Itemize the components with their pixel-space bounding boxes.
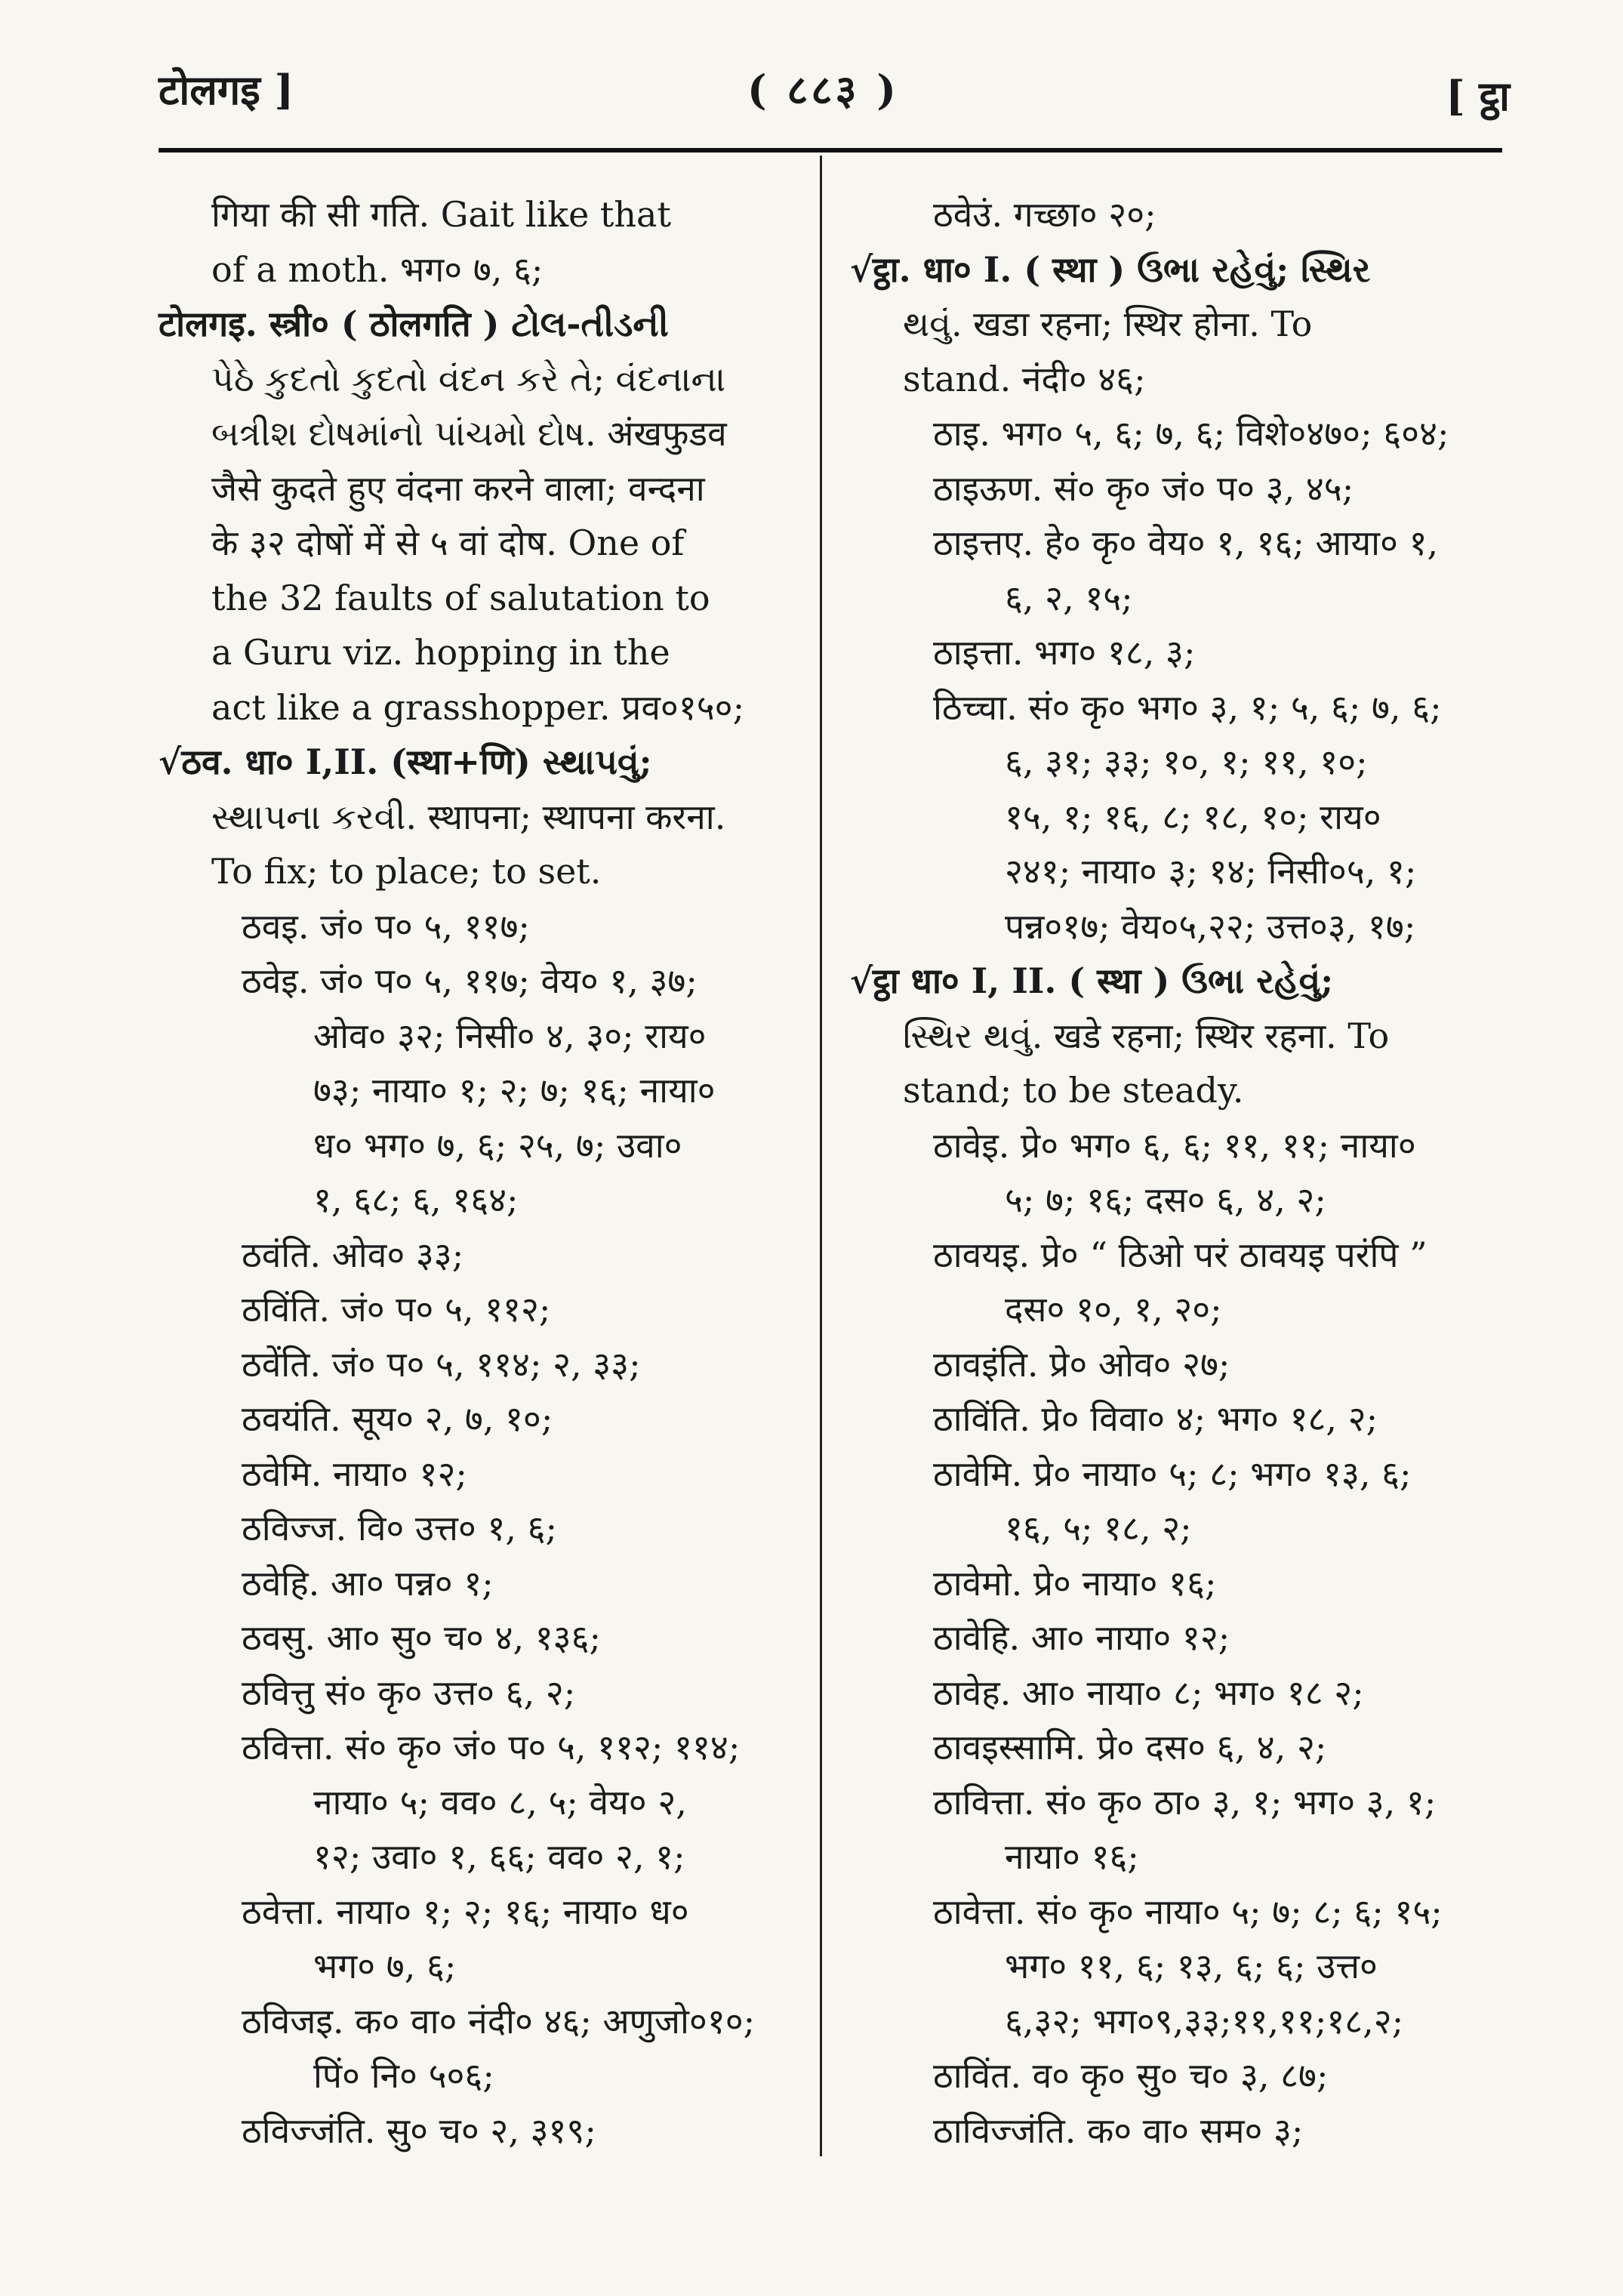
dictionary-text-line: नाया० ५; वव० ८, ५; वेय० २, (313, 1781, 687, 1823)
dictionary-text-line: १, ६८; ६, १६४; (313, 1179, 519, 1220)
dictionary-text-line: સ્થિર થવું. खडे रहना; स्थिर रहना. To (903, 1015, 1390, 1056)
dictionary-text-line: ठविज्ज. वि० उत्त० १, ६; (242, 1508, 558, 1549)
dictionary-text-line: ठवित्ता. सं० कृ० जं० प० ५, ११२; ११४; (242, 1727, 741, 1767)
dictionary-headword-line: √ठव. धा० I,II. (स्था+णि) સ્થાપવું; (159, 741, 652, 782)
dictionary-text-line: गिया की सी गति. Gait like that (211, 194, 671, 235)
dictionary-text-line: ठविजइ. क० वा० नंदी० ४६; अणुजो०१०; (242, 2000, 756, 2042)
dictionary-text-line: the 32 faults of salutation to (211, 577, 710, 618)
dictionary-text-line: ठावेहि. आ० नाया० १२; (933, 1617, 1230, 1658)
dictionary-text-line: ठवेंति. जं० प० ५, ११४; २, ३३; (242, 1343, 641, 1385)
dictionary-text-line: ठाइऊण. सं० कृ० जं० प० ३, ४५; (933, 467, 1354, 509)
dictionary-text-line: भग० ७, ६; (313, 1946, 457, 1986)
dictionary-text-line: act like a grasshopper. प्रव०१५०; (211, 686, 745, 728)
dictionary-text-line: To fix; to place; to set. (211, 851, 602, 892)
dictionary-text-line: ठाविंत. व० कृ० सु० च० ३, ८७; (933, 2055, 1329, 2096)
dictionary-headword-line: टोलगइ. स्त्री० ( ठोलगति ) ટોલ-તીડની (159, 304, 669, 344)
dictionary-text-line: जैसे कुदते हुए वंदना करने वाला; वन्दना (211, 467, 705, 509)
dictionary-text-line: ठवइ. जं० प० ५, ११७; (242, 905, 530, 947)
dictionary-text-line: ठावेत्ता. सं० कृ० नाया० ५; ७; ८; ६; १५; (933, 1891, 1443, 1932)
dictionary-text-line: ठावइंति. प्रे० ओव० २७; (933, 1343, 1230, 1385)
dictionary-text-line: ठवयंति. सूय० २, ७, १०; (242, 1398, 553, 1439)
header-left-headword: टोलगइ ] (159, 66, 294, 114)
dictionary-text-line: १५, १; १६, ८; १८, १०; राय० (1005, 796, 1381, 837)
dictionary-text-line: ५; ७; १६; दस० ६, ४, २; (1005, 1179, 1326, 1220)
dictionary-text-line: ठावित्ता. सं० कृ० ठा० ३, १; भग० ३, १; (933, 1781, 1437, 1823)
dictionary-text-line: १६, ५; १८, २; (1005, 1508, 1192, 1549)
right-column (850, 187, 1499, 2158)
dictionary-text-line: of a moth. भग० ७, ६; (211, 248, 544, 290)
page-header (0, 0, 1623, 159)
dictionary-text-line: ठाइ. भग० ५, ६; ७, ६; विशे०४७०; ६०४; (933, 413, 1449, 454)
dictionary-text-line: ठावेह. आ० नाया० ८; भग० १८ २; (933, 1672, 1364, 1713)
dictionary-text-line: ठावेइ. प्रे० भग० ६, ६; ११, ११; नाया० (933, 1124, 1416, 1166)
dictionary-text-line: ठवेउं. गच्छा० २०; (933, 194, 1156, 235)
dictionary-text-line: पिं० नि० ५०६; (313, 2055, 494, 2096)
dictionary-text-line: ओव० ३२; निसी० ४, ३०; राय० (313, 1015, 707, 1056)
dictionary-text-line: ठवेत्ता. नाया० १; २; १६; नाया० ध० (242, 1891, 689, 1932)
dictionary-text-line: stand; to be steady. (903, 1070, 1244, 1111)
dictionary-text-line: પેઠે કુદતો કુદતો વંદન કરે તે; વંદનાના (211, 358, 726, 399)
dictionary-text-line: ठिच्चा. सं० कृ० भग० ३, १; ५, ६; ७, ६; (933, 686, 1442, 728)
dictionary-text-line: ठवेइ. जं० प० ५, ११७; वेय० १, ३७; (242, 960, 698, 1001)
dictionary-text-line: સ્થાપના કરવી. स्थापना; स्थापना करना. (211, 796, 726, 837)
dictionary-text-line: के ३२ दोषों में से ५ वां दोष. One of (211, 522, 685, 563)
dictionary-text-line: दस० १०, १, २०; (1005, 1289, 1222, 1330)
dictionary-text-line: ठाविंति. प्रे० विवा० ४; भग० १८, २; (933, 1398, 1378, 1439)
dictionary-text-line: ठवंति. ओव० ३३; (242, 1234, 464, 1275)
dictionary-text-line: ठविंति. जं० प० ५, ११२; (242, 1289, 551, 1330)
dictionary-text-line: ७३; नाया० १; २; ७; १६; नाया० (313, 1070, 716, 1111)
dictionary-text-line: ध० भग० ७, ६; २५, ७; उवा० (313, 1124, 682, 1166)
dictionary-text-line: બત્રીશ દોષમાંનો પાંચમો દોષ. अंखफुडव (211, 413, 727, 454)
dictionary-text-line: ठवसु. आ० सु० च० ४, १३६; (242, 1617, 602, 1658)
dictionary-text-line: ठवेमि. नाया० १२; (242, 1453, 467, 1494)
dictionary-text-line: २४१; नाया० ३; १४; निसी०५, १; (1005, 851, 1417, 892)
dictionary-text-line: ६, २, १५; (1005, 577, 1133, 618)
dictionary-text-line: ठावइस्सामि. प्रे० दस० ६, ४, २; (933, 1727, 1327, 1767)
header-rule (159, 148, 1502, 153)
dictionary-text-line: થવું. खडा रहना; स्थिर होना. To (903, 304, 1313, 344)
dictionary-text-line: ठावेमो. प्रे० नाया० १६; (933, 1562, 1217, 1604)
dictionary-text-line: पन्न०१७; वेय०५,२२; उत्त०३, १७; (1005, 905, 1416, 947)
dictionary-text-line: ठवित्तु सं० कृ० उत्त० ६, २; (242, 1672, 576, 1713)
dictionary-text-line: ठाइत्तए. हे० कृ० वेय० १, १६; आया० १, (933, 522, 1439, 563)
dictionary-text-line: ठाइत्ता. भग० १८, ३; (933, 632, 1196, 673)
dictionary-text-line: ठावयइ. प्रे० “ ठिओ परं ठावयइ परंपि ” (933, 1234, 1427, 1275)
dictionary-headword-line: √ट्ठा. धा० I. ( स्था ) ઉભા રહેવું; સ્થિર (850, 248, 1371, 290)
dictionary-text-line: ठविज्जंति. सु० च० २, ३१९; (242, 2110, 596, 2151)
dictionary-text-line: ठवेहि. आ० पन्न० १; (242, 1562, 494, 1604)
left-column (159, 187, 808, 2158)
dictionary-text-line: ६, ३१; ३३; १०, १; ११, १०; (1005, 741, 1368, 782)
dictionary-text-line: stand. नंदी० ४६; (903, 358, 1146, 399)
dictionary-text-line: ठावेमि. प्रे० नाया० ५; ८; भग० १३, ६; (933, 1453, 1412, 1494)
header-right-headword: [ ट्ठा (1446, 72, 1510, 120)
dictionary-text-line: ६,३२; भग०९,३३;११,११;१८,२; (1005, 2000, 1404, 2042)
dictionary-headword-line: √ट्ठा धा० I, II. ( स्था ) ઉભા રહેવું; (850, 960, 1334, 1001)
dictionary-text-line: १२; उवा० १, ६६; वव० २, १; (313, 1836, 685, 1877)
page-number: ( ८८३ ) (747, 66, 899, 114)
column-divider (820, 156, 822, 2156)
dictionary-text-line: ठाविज्जंति. क० वा० सम० ३; (933, 2110, 1304, 2151)
dictionary-text-line: भग० ११, ६; १३, ६; ६; उत्त० (1005, 1946, 1378, 1986)
dictionary-text-line: a Guru viz. hopping in the (211, 632, 670, 673)
dictionary-text-line: नाया० १६; (1005, 1836, 1139, 1877)
